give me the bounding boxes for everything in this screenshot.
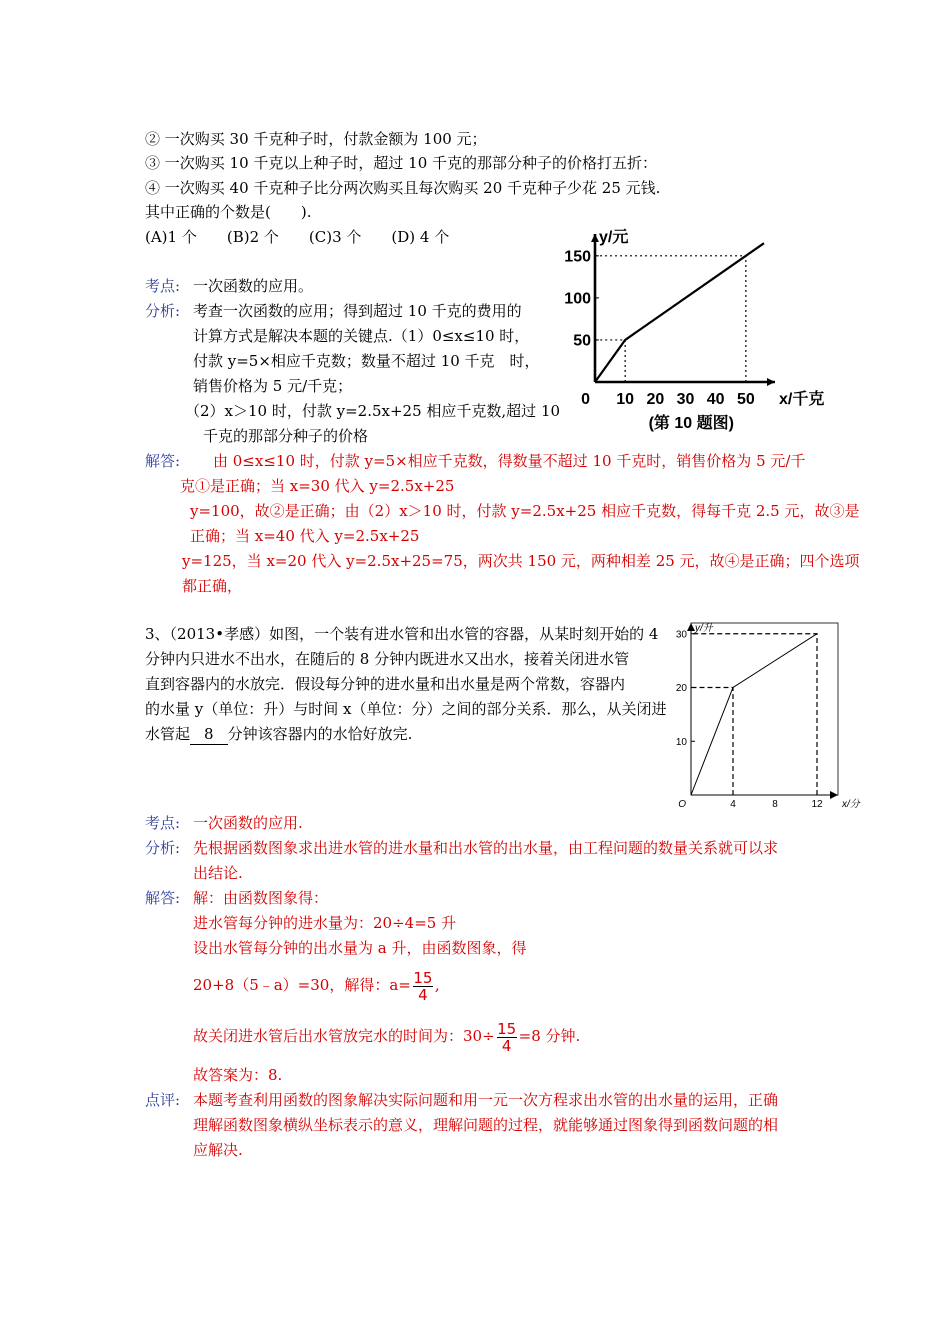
jieda-line: 克①是正确；当 x=30 代入 y=2.5x+25	[180, 477, 455, 495]
y-tick-label: 20	[675, 683, 687, 694]
dianping-line: 应解决.	[193, 1141, 243, 1159]
eq1-tail: ,	[434, 976, 440, 994]
y-axis-arrow	[591, 234, 599, 242]
fenxi-label: 分析:	[145, 302, 181, 320]
jieda-line: y=125，当 x=20 代入 y=2.5x+25=75，两次共 150 元，两种相差 25 元，故④是正确；四个选项	[182, 552, 860, 570]
jieda-line: 都正确，	[182, 577, 243, 595]
series-line	[691, 634, 817, 795]
kaodian-label: 考点:	[145, 277, 181, 295]
x-axis-arrow	[767, 378, 775, 386]
fraction-denominator: 4	[501, 1036, 512, 1055]
fenxi-line: 计算方式是解决本题的关键点.（1）0≤x≤10 时，	[193, 327, 530, 345]
answer-blank: 8	[190, 724, 228, 745]
x-axis-label: x/千克	[779, 391, 825, 408]
q3-jieda-label: 解答:	[145, 889, 181, 907]
q3-equation-2	[193, 1014, 580, 1058]
guide-line	[691, 634, 817, 795]
fenxi-line: 千克的那部分种子的价格	[203, 427, 369, 445]
fraction-denominator: 4	[418, 985, 428, 1004]
price-chart	[564, 225, 835, 435]
kaodian-text: 一次函数的应用。	[193, 277, 314, 295]
eq2-tail: =8 分钟.	[518, 1027, 581, 1045]
eq2-text: 故关闭进水管后出水管放完水的时间为：30÷	[193, 1027, 495, 1045]
q3-stem-line: 的水量 y（单位：升）与时间 x（单位：分）之间的部分关系．那么，从关闭进	[145, 700, 667, 718]
fenxi-line: 考查一次函数的应用；得到超过 10 千克的费用的	[193, 302, 522, 320]
y-tick-label: 10	[675, 736, 687, 748]
option-2: ② 一次购买 30 千克种子时，付款金额为 100 元；	[145, 130, 487, 148]
dianping-line: 本题考查利用函数的图象解决实际问题和用一元一次方程求出水管的出水量的运用，正确	[193, 1091, 779, 1109]
fenxi-line: 销售价格为 5 元/千克；	[193, 377, 353, 395]
chart-caption: (第 10 题图)	[648, 415, 734, 432]
origin-label: O	[678, 799, 686, 810]
y-tick-label: 50	[573, 332, 591, 350]
q3-fenxi-line: 出结论.	[193, 864, 243, 882]
q3-stem-before: 水管起	[145, 725, 191, 743]
x-tick-label: 4	[730, 799, 736, 810]
q3-jieda-line: 解：由函数图象得：	[193, 889, 329, 907]
dianping-line: 理解函数图象横纵坐标表示的意义，理解问题的过程，就能够通过图象得到函数问题的相	[193, 1116, 779, 1134]
origin-label: 0	[581, 391, 590, 408]
q3-answer-line: 故答案为：8.	[193, 1066, 283, 1084]
series-line	[595, 243, 764, 382]
q3-stem-line: 分钟内只进水不出水，在随后的 8 分钟内既进水又出水，接着关闭进水管	[145, 650, 630, 668]
y-axis-arrow	[687, 623, 695, 631]
q3-equation-1	[193, 963, 440, 1007]
fraction	[413, 970, 433, 1003]
option-3: ③ 一次购买 10 千克以上种子时，超过 10 千克的那部分种子的价格打五折：	[145, 154, 658, 172]
q3-stem-line: 3、（2013•孝感）如图，一个装有进水管和出水管的容器，从某时刻开始的 4	[145, 625, 659, 643]
fraction	[497, 1021, 517, 1054]
x-axis-arrow	[830, 791, 838, 799]
answer-choices: (A)1 个 (B)2 个 (C)3 个 (D) 4 个	[145, 228, 450, 246]
x-tick-label: 8	[772, 799, 778, 810]
x-tick-label: 50	[736, 391, 755, 408]
q3-stem-after: 分钟该容器内的水恰好放完.	[227, 725, 413, 743]
y-tick-label: 100	[564, 290, 591, 308]
x-tick-label: 12	[811, 799, 823, 810]
q3-jieda-line: 进水管每分钟的进水量为：20÷4=5 升	[193, 914, 457, 932]
jieda-label: 解答:	[145, 452, 181, 470]
eq1-text: 20+8（5﹣a）=30，解得：a=	[193, 976, 411, 994]
fraction-numerator: 15	[497, 1019, 517, 1038]
jieda-line: 由 0≤x≤10 时，付款 y=5×相应千克数，得数量不超过 10 千克时，销售价格为 5 元/千	[213, 452, 806, 470]
y-axis-label: y/升	[695, 623, 713, 634]
y-axis-label: y/元	[599, 229, 629, 246]
fenxi-line: 付款 y=5×相应千克数；数量不超过 10 千克 时，	[193, 352, 540, 370]
q3-fenxi-line: 先根据函数图象求出进水管的进水量和出水管的出水量，由工程问题的数量关系就可以求	[193, 839, 779, 857]
q3-kaodian-text: 一次函数的应用.	[193, 814, 303, 832]
x-tick-label: 40	[706, 391, 725, 408]
guide-line	[595, 256, 746, 382]
water-chart	[660, 612, 860, 812]
x-tick-label: 20	[646, 391, 665, 408]
fenxi-line: （2）x＞10 时，付款 y=2.5x+25 相应千克数,超过 10	[185, 402, 561, 420]
x-axis-label: x/分	[842, 799, 860, 810]
question-prompt: 其中正确的个数是( ).	[145, 203, 312, 221]
x-tick-label: 30	[676, 391, 695, 408]
dianping-label: 点评:	[145, 1091, 181, 1109]
q3-fenxi-label: 分析:	[145, 839, 181, 857]
q3-stem-line: 直到容器内的水放完．假设每分钟的进水量和出水量是两个常数，容器内	[145, 675, 626, 693]
y-tick-label: 30	[675, 629, 687, 641]
jieda-line: y=100，故②是正确；由（2）x＞10 时，付款 y=2.5x+25 相应千克数，得每千克 2.5 元，故③是	[190, 502, 860, 520]
option-4: ④ 一次购买 40 千克种子比分两次购买且每次购买 20 千克种子少花 25 元钱.	[145, 179, 661, 197]
q3-jieda-line: 设出水管每分钟的出水量为 a 升，由函数图象，得	[193, 939, 527, 957]
q3-kaodian-label: 考点:	[145, 814, 181, 832]
x-tick-label: 10	[616, 391, 635, 408]
q3-stem-last-line	[145, 722, 412, 746]
y-tick-label: 150	[564, 248, 591, 266]
fraction-numerator: 15	[413, 968, 433, 987]
plot-frame	[691, 623, 838, 795]
jieda-line: 正确；当 x=40 代入 y=2.5x+25	[190, 527, 420, 545]
